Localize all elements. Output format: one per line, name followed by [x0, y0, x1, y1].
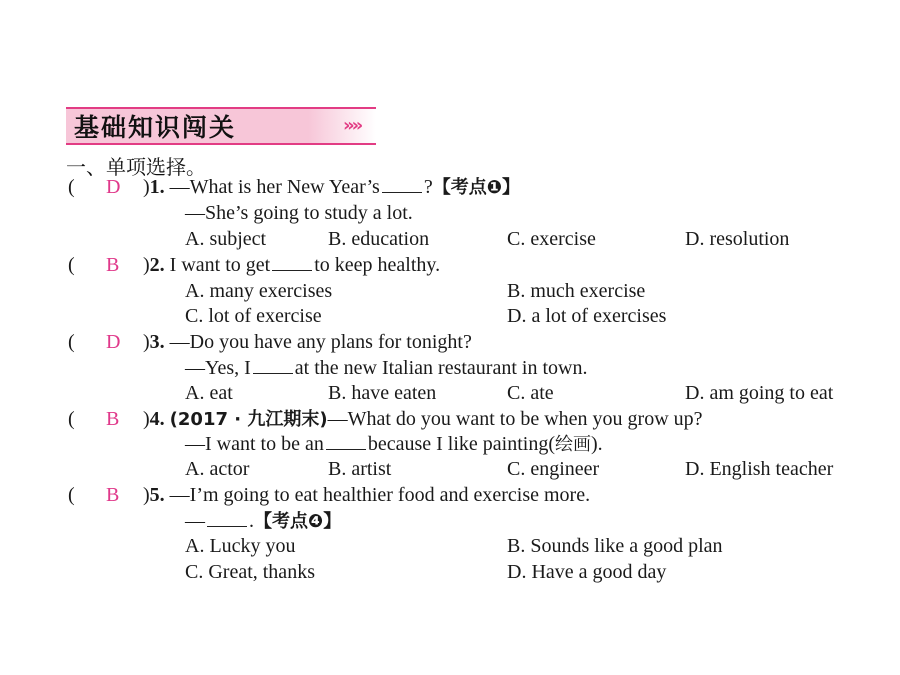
exam-point-tag: 【考点❶】	[432, 177, 520, 198]
stem-text: —What do you want to be when you grow up?	[327, 408, 703, 430]
answer-letter: B	[106, 254, 120, 276]
question-number: 1	[149, 176, 160, 198]
option-c: C. Great, thanks	[185, 561, 315, 583]
stem-text: ).	[591, 433, 603, 455]
answer-blank	[272, 253, 312, 271]
answer-blank	[382, 175, 422, 193]
stem-text: —What is her New Year’s	[169, 176, 380, 198]
section-banner	[66, 103, 361, 145]
question-stem: )3. —Do you have any plans for tonight?	[143, 331, 472, 353]
section-heading: 一、单项选择。	[66, 155, 206, 179]
answer-letter: B	[106, 408, 120, 430]
option-d: D. am going to eat	[685, 382, 834, 404]
stem-text: —I’m going to eat healthier food and exercise more.	[169, 484, 591, 506]
answer-paren-open: (	[68, 331, 75, 353]
option-b: B. Sounds like a good plan	[507, 535, 723, 557]
chinese-gloss: 绘画	[555, 434, 592, 455]
stem-text: —	[185, 510, 205, 532]
stem-text: —She’s going to study a lot.	[185, 202, 413, 224]
option-a: A. many exercises	[185, 280, 333, 302]
question-stem: )5. —I’m going to eat healthier food and exercise more.	[143, 484, 591, 506]
option-b: B. have eaten	[328, 382, 437, 404]
question-number: 3	[149, 331, 160, 353]
answer-blank	[326, 432, 366, 450]
option-d: D. a lot of exercises	[507, 305, 667, 327]
answer-paren-open: (	[68, 484, 75, 506]
stem-text	[185, 432, 603, 457]
question-number: 5	[149, 484, 160, 506]
question-number: 2	[149, 254, 160, 276]
option-b: B. education	[328, 228, 430, 250]
exam-point-tag: 【考点❹】	[254, 511, 342, 532]
option-b: B. much exercise	[507, 280, 646, 302]
answer-paren-open: (	[68, 408, 75, 430]
option-c: C. lot of exercise	[185, 305, 322, 327]
question-stem: )2. I want to get to keep healthy.	[143, 254, 441, 276]
option-c: C. ate	[507, 382, 554, 404]
option-d: D. English teacher	[685, 458, 834, 480]
option-a: A. eat	[185, 382, 233, 404]
answer-blank	[253, 356, 293, 374]
option-c: C. exercise	[507, 228, 596, 250]
option-d: D. Have a good day	[507, 561, 667, 583]
answer-paren-open: (	[68, 176, 75, 198]
stem-text: because I like painting(	[367, 433, 556, 455]
option-d: D. resolution	[685, 228, 790, 250]
option-a: A. Lucky you	[185, 535, 296, 557]
stem-text	[185, 356, 587, 380]
stem-text: —I want to be an	[185, 433, 324, 455]
stem-text	[185, 509, 341, 534]
answer-letter: D	[106, 176, 121, 198]
stem-text: I want to get	[169, 254, 271, 276]
option-c: C. engineer	[507, 458, 600, 480]
answer-paren-open: (	[68, 254, 75, 276]
question-number: 4	[149, 408, 160, 430]
question-stem: )4. (2017 · 九江期末)—What do you want to be when you grow up?	[143, 408, 703, 430]
answer-letter: B	[106, 484, 120, 506]
double-arrow-icon: »»	[343, 115, 361, 136]
stem-text: .	[249, 510, 254, 532]
source-tag: (2017 · 九江期末)	[169, 409, 328, 430]
banner-title: 基础知识闯关	[74, 113, 237, 142]
option-b: B. artist	[328, 458, 392, 480]
answer-blank	[207, 509, 247, 527]
option-a: A. actor	[185, 458, 250, 480]
stem-text: —Do you have any plans for tonight?	[169, 331, 472, 353]
banner-tail	[308, 107, 376, 145]
stem-text: ?	[423, 176, 433, 198]
question-stem: )1. —What is her New Year’s ?【考点❶】	[143, 176, 520, 198]
stem-text: at the new Italian restaurant in town.	[294, 357, 588, 379]
answer-letter: D	[106, 331, 121, 353]
stem-text: to keep healthy.	[314, 254, 441, 276]
option-a: A. subject	[185, 228, 267, 250]
stem-text: —Yes, I	[185, 357, 251, 379]
